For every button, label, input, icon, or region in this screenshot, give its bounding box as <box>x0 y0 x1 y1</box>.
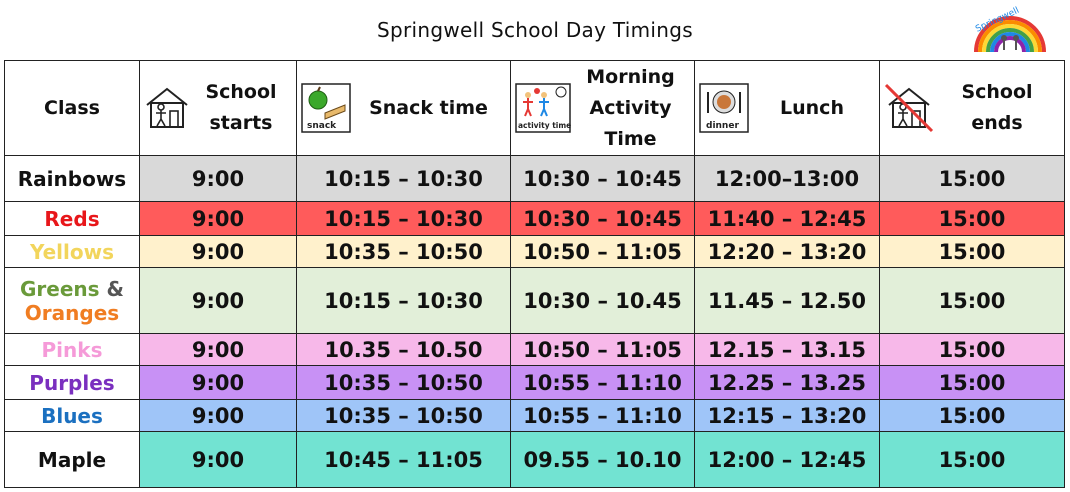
timings-table <box>4 60 1065 488</box>
time-cell-school-starts: 9:00 <box>140 268 297 334</box>
time-cell-snack-time: 10:15 – 10:30 <box>297 268 511 334</box>
logo-text: Springwell <box>974 5 1021 35</box>
class-name-part: Greens <box>20 276 100 301</box>
class-name-part: Maple <box>37 447 107 472</box>
time-cell-school-ends: 15:00 <box>880 334 1065 366</box>
time-cell-lunch: 12.25 – 13.25 <box>695 366 880 400</box>
time-cell-lunch: 12:15 – 13:20 <box>695 400 880 432</box>
class-name <box>29 371 114 395</box>
dinner-plate-icon <box>699 83 749 133</box>
time-cell-school-ends: 15:00 <box>880 268 1065 334</box>
header-snack-time-label: Snack time <box>369 96 488 119</box>
header-morning-activity <box>511 61 695 156</box>
class-name-part: Purples <box>29 370 115 395</box>
time-cell-lunch: 12.15 – 13.15 <box>695 334 880 366</box>
time-cell-snack-time: 10.35 – 10.50 <box>297 334 511 366</box>
time-cell-morning-activity: 10:50 – 11:05 <box>511 334 695 366</box>
time-cell-school-starts: 9:00 <box>140 334 297 366</box>
class-cell <box>5 202 140 236</box>
time-cell-lunch: 11:40 – 12:45 <box>695 202 880 236</box>
class-name <box>38 448 106 472</box>
time-cell-lunch: 12:00 – 12:45 <box>695 432 880 488</box>
time-cell-morning-activity: 09.55 – 10.10 <box>511 432 695 488</box>
time-cell-school-starts: 9:00 <box>140 400 297 432</box>
time-cell-school-starts: 9:00 <box>140 156 297 202</box>
time-cell-school-ends: 15:00 <box>880 400 1065 432</box>
time-cell-school-ends: 15:00 <box>880 366 1065 400</box>
header-school-starts-label: School starts <box>205 81 277 134</box>
time-cell-snack-time: 10:15 – 10:30 <box>297 202 511 236</box>
class-cell <box>5 156 140 202</box>
time-cell-morning-activity: 10:55 – 11:10 <box>511 366 695 400</box>
snack-icon-caption: snack <box>307 121 337 131</box>
time-cell-snack-time: 10:35 – 10:50 <box>297 236 511 268</box>
time-cell-morning-activity: 10:30 – 10:45 <box>511 156 695 202</box>
class-name <box>44 207 99 231</box>
time-cell-school-ends: 15:00 <box>880 156 1065 202</box>
time-cell-morning-activity: 10:30 – 10.45 <box>511 268 695 334</box>
activity-children-icon <box>515 83 571 133</box>
time-cell-school-starts: 9:00 <box>140 432 297 488</box>
class-cell <box>5 432 140 488</box>
time-cell-school-ends: 15:00 <box>880 432 1065 488</box>
time-cell-school-starts: 9:00 <box>140 366 297 400</box>
table-row <box>5 156 1065 202</box>
time-cell-lunch: 12:20 – 13:20 <box>695 236 880 268</box>
class-name-part: Reds <box>44 206 100 231</box>
header-class-label: Class <box>44 96 100 119</box>
class-name-part: & <box>99 276 124 301</box>
time-cell-school-ends: 15:00 <box>880 236 1065 268</box>
class-name <box>41 404 103 428</box>
header-morning-activity-label: Morning Activity Time <box>586 65 675 150</box>
time-cell-school-starts: 9:00 <box>140 202 297 236</box>
header-school-ends-label: School ends <box>961 81 1033 134</box>
table-row <box>5 400 1065 432</box>
school-logo <box>968 2 1052 54</box>
class-name <box>20 277 124 325</box>
class-name-part: Pinks <box>41 337 103 362</box>
class-name-part: Blues <box>41 403 103 428</box>
header-school-ends <box>880 61 1065 156</box>
class-cell <box>5 236 140 268</box>
table-row <box>5 432 1065 488</box>
header-school-starts <box>140 61 297 156</box>
table-row <box>5 366 1065 400</box>
time-cell-snack-time: 10:35 – 10:50 <box>297 366 511 400</box>
class-name <box>30 240 114 264</box>
class-name-part: Oranges <box>24 300 120 325</box>
time-cell-school-ends: 15:00 <box>880 202 1065 236</box>
table-row <box>5 236 1065 268</box>
table-row <box>5 334 1065 366</box>
time-cell-morning-activity: 10:30 – 10:45 <box>511 202 695 236</box>
snack-apple-sandwich-icon <box>301 83 351 133</box>
class-cell <box>5 400 140 432</box>
table-row <box>5 268 1065 334</box>
page-title: Springwell School Day Timings <box>377 18 693 42</box>
time-cell-snack-time: 10:45 – 11:05 <box>297 432 511 488</box>
time-cell-morning-activity: 10:50 – 11:05 <box>511 236 695 268</box>
class-name <box>42 338 103 362</box>
class-cell <box>5 268 140 334</box>
dinner-icon-caption: dinner <box>706 121 739 131</box>
header-class <box>5 61 140 156</box>
time-cell-snack-time: 10:15 – 10:30 <box>297 156 511 202</box>
class-name <box>18 167 126 191</box>
time-cell-lunch: 12:00–13:00 <box>695 156 880 202</box>
header-row <box>5 61 1065 156</box>
header-lunch-label: Lunch <box>780 96 844 119</box>
house-crossed-icon <box>884 83 934 133</box>
header-snack-time <box>297 61 511 156</box>
class-name-part: Yellows <box>29 239 115 264</box>
class-name-part: Rainbows <box>17 166 127 191</box>
time-cell-school-starts: 9:00 <box>140 236 297 268</box>
time-cell-morning-activity: 10:55 – 11:10 <box>511 400 695 432</box>
house-person-icon <box>144 85 190 131</box>
time-cell-snack-time: 10:35 – 10:50 <box>297 400 511 432</box>
class-cell <box>5 366 140 400</box>
activity-icon-caption: activity time <box>518 121 571 130</box>
header-lunch <box>695 61 880 156</box>
table-row <box>5 202 1065 236</box>
class-cell <box>5 334 140 366</box>
time-cell-lunch: 11.45 – 12.50 <box>695 268 880 334</box>
